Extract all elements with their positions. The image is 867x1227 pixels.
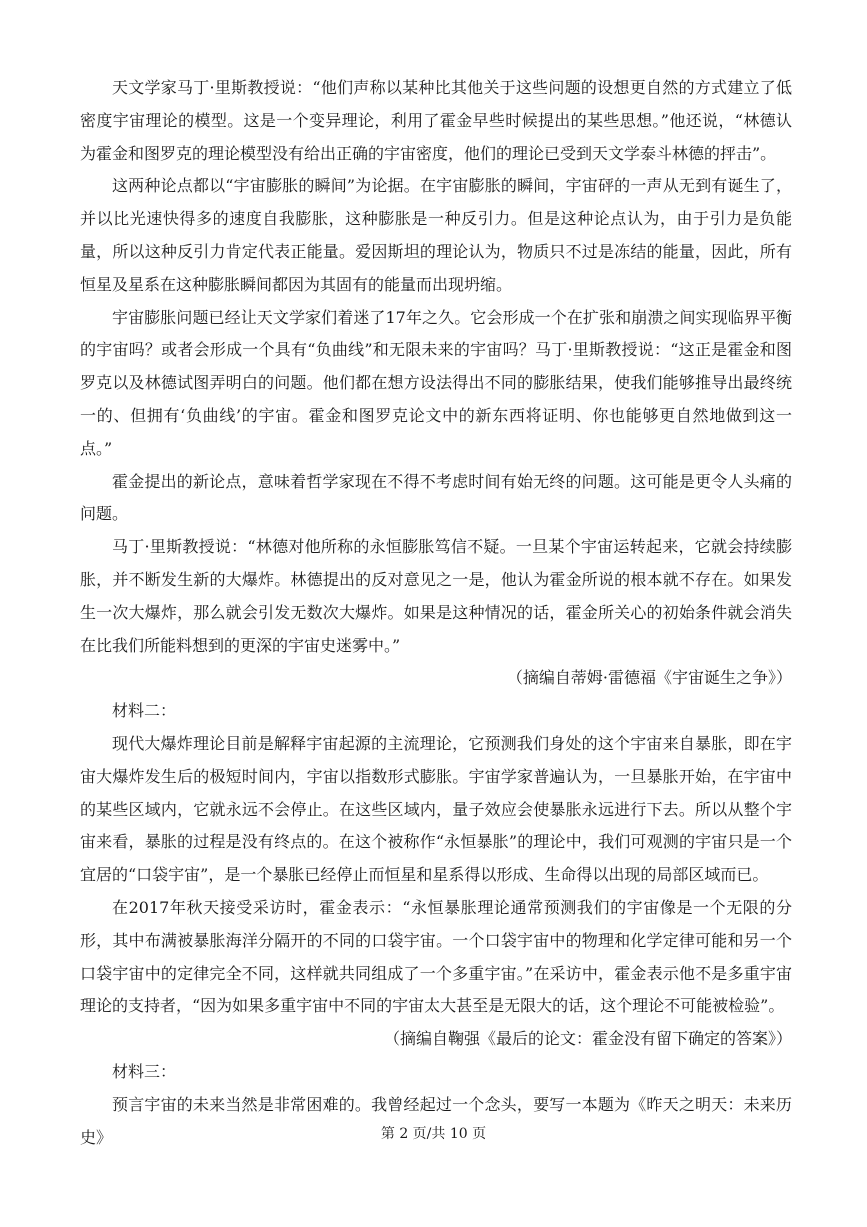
material-2-paragraph-1: 现代大爆炸理论目前是解释宇宙起源的主流理论，它预测我们身处的这个宇宙来自暴胀，即在宇宙大爆炸发生后的极短时间内，宇宙以指数形式膨胀。宇宙学家普遍认为，一旦暴胀开始，在宇宙中的某些区域内，它就永远不会停止。在这些区域内，量子效应会使暴胀永远进行下去。所以从整个宇宙来看，暴胀的过程是没有终点的。在这个被称作“永恒暴胀”的理论中，我们可观测的宇宙只是一个宜居的“口袋宇宙”，是一个暴胀已经停止而恒星和星系得以形成、生命得以出现的局部区域而已。 xyxy=(80,733,792,885)
material-2-paragraph-2: 在2017年秋天接受采访时，霍金表示：“永恒暴胀理论通常预测我们的宇宙像是一个无限的分形，其中布满被暴胀海洋分隔开的不同的口袋宇宙。一个口袋宇宙中的物理和化学定律可能和另一个口袋宇宙中的定律完全不同，这样就共同组成了一个多重宇宙。”在采访中，霍金表示他不是多重宇宙理论的支持者，“因为如果多重宇宙中不同的宇宙太大甚至是无限大的话，这个理论不可能被检验”。 xyxy=(80,897,792,1016)
paragraph-5: 马丁·里斯教授说：“林德对他所称的永恒膨胀笃信不疑。一旦某个宇宙运转起来，它就会持续膨胀，并不断发生新的大爆炸。林德提出的反对意见之一是，他认为霍金所说的根本就不存在。如果发生一次大爆炸，那么就会引发无数次大爆炸。如果是这种情况的话，霍金所关心的初始条件就会消失在比我们所能料想到的更深的宇宙史迷雾中。” xyxy=(80,537,792,655)
paragraph-4: 霍金提出的新论点，意味着哲学家现在不得不考虑时间有始无终的问题。这可能是更令人头痛的问题。 xyxy=(80,471,792,524)
citation-1: （摘编自蒂姆·雷德福《宇宙诞生之争》） xyxy=(506,668,792,688)
paragraph-3: 宇宙膨胀问题已经让天文学家们着迷了17年之久。它会形成一个在扩张和崩溃之间实现临界平衡的宇宙吗？或者会形成一个具有“负曲线”和无限未来的宇宙吗？马丁·里斯教授说：“这正是霍金和图罗克以及林德试图弄明白的问题。他们都在想方设法得出不同的膨胀结果，使我们能够推导出最终统一的、但拥有‘负曲线’的宇宙。霍金和图罗克论文中的新东西将证明、你也能够更自然地做到这一点。” xyxy=(80,307,792,458)
paragraph-1: 天文学家马丁·里斯教授说：“他们声称以某种比其他关于这些问题的设想更自然的方式建立了低密度宇宙理论的模型。这是一个变异理论，利用了霍金早些时候提出的某些思想。”他还说，“林德认为霍金和图罗克的理论模型没有给出正确的宇宙密度，他们的理论已受到天文学泰斗林德的抨击”。 xyxy=(80,78,792,163)
material-3-paragraph-1: 预言宇宙的未来当然是非常困难的。我曾经起过一个念头，要写一本题为《昨天之明天：未来历史》 xyxy=(80,1094,792,1147)
citation-2: （摘编自鞠强《最后的论文：霍金没有留下确定的答案》） xyxy=(383,1029,792,1049)
paragraph-2: 这两种论点都以“宇宙膨胀的瞬间”为论据。在宇宙膨胀的瞬间，宇宙砰的一声从无到有诞生了，并以比光速快得多的速度自我膨胀，这种膨胀是一种反引力。但是这种论点认为，由于引力是负能量，所以这种反引力肯定代表正能量。爱因斯坦的理论认为，物质只不过是冻结的能量，因此，所有恒星及星系在这种膨胀瞬间都因为其固有的能量而出现坍缩。 xyxy=(80,176,792,294)
material-3-heading: 材料三： xyxy=(112,1061,177,1081)
page-footer: 第 2 页/共 10 页 xyxy=(380,1126,487,1142)
document-body xyxy=(80,72,792,1154)
material-2-heading: 材料二： xyxy=(112,701,177,721)
